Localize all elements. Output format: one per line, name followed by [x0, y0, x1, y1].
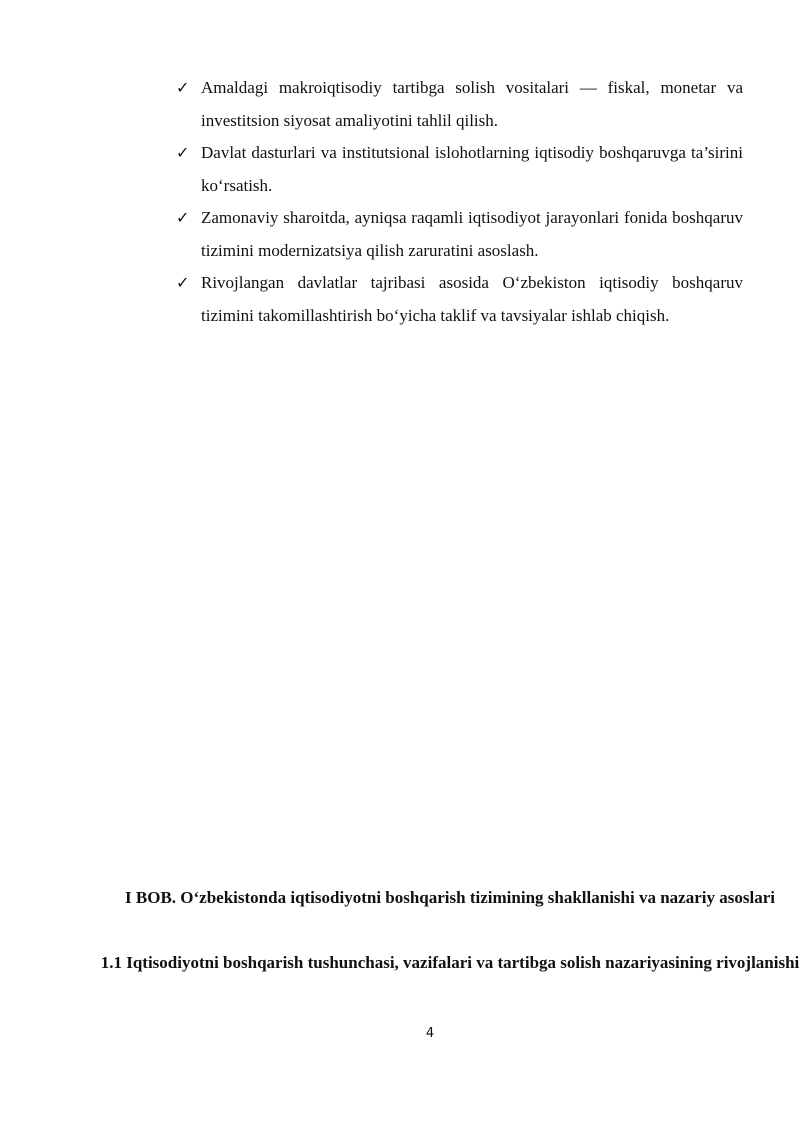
page-number: 4	[425, 1026, 435, 1041]
section-heading: 1.1 Iqtisodiyotni boshqarish tushunchasi, vazifalari va tartibga solish nazariyasining rivojlanishi	[100, 953, 800, 972]
checklist-item-text: Rivojlangan davlatlar tajribasi asosida O‘zbekiston iqtisodiy boshqaruv tizimini takomillashtirish bo‘yicha taklif va tavsiyalar ishlab chiqish.	[201, 273, 743, 325]
checklist-item	[176, 267, 743, 332]
checklist-item	[176, 72, 743, 137]
checklist-item	[176, 137, 743, 202]
checklist-item-text: Davlat dasturlari va institutsional islohotlarning iqtisodiy boshqaruvga ta’sirini ko‘rsatish.	[201, 143, 743, 195]
checkmark-icon: ✓	[176, 143, 190, 162]
checklist-item-text: Zamonaviy sharoitda, ayniqsa raqamli iqtisodiyot jarayonlari fonida boshqaruv tizimini modernizatsiya qilish zaruratini asoslash.	[201, 208, 743, 260]
checkmark-icon: ✓	[176, 208, 190, 227]
objectives-checklist	[176, 72, 743, 332]
checkmark-icon: ✓	[176, 273, 190, 292]
chapter-heading: I BOB. O‘zbekistonda iqtisodiyotni boshqarish tizimining shakllanishi va nazariy asoslari	[125, 888, 775, 907]
checklist-item-text: Amaldagi makroiqtisodiy tartibga solish vositalari — fiskal, monetar va investitsion siyosat amaliyotini tahlil qilish.	[201, 78, 743, 130]
checklist-item	[176, 202, 743, 267]
checkmark-icon: ✓	[176, 78, 190, 97]
